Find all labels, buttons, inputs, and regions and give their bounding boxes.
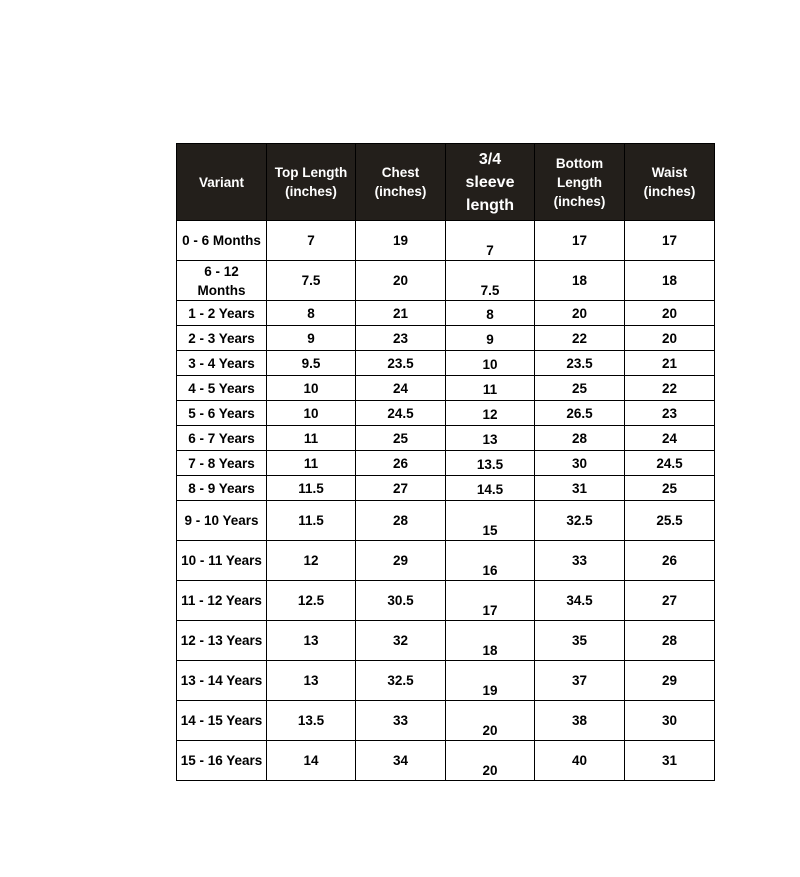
- cell-bottom-length: 18: [535, 261, 625, 301]
- table-row: [177, 541, 715, 581]
- cell-waist: 28: [625, 621, 715, 661]
- cell-waist: 27: [625, 581, 715, 621]
- cell-chest: 25: [356, 426, 446, 451]
- cell-variant: [177, 301, 267, 326]
- cell-bottom-length: 30: [535, 451, 625, 476]
- header-bottom-line-3: (inches): [553, 193, 606, 209]
- cell-sleeve-length: 15: [446, 501, 535, 541]
- cell-sleeve-length: 18: [446, 621, 535, 661]
- cell-bottom-length: 40: [535, 741, 625, 781]
- column-header-sleeve-length: [446, 144, 535, 221]
- cell-variant-line: 6 - 12: [204, 263, 239, 279]
- table-row: [177, 401, 715, 426]
- cell-sleeve-length: 13: [446, 426, 535, 451]
- cell-chest: 34: [356, 741, 446, 781]
- cell-variant: [177, 326, 267, 351]
- header-chest-line-2: (inches): [374, 184, 427, 199]
- table-row: [177, 351, 715, 376]
- cell-chest: 21: [356, 301, 446, 326]
- cell-waist: 17: [625, 221, 715, 261]
- cell-bottom-length: 37: [535, 661, 625, 701]
- table-row: [177, 581, 715, 621]
- table-row: [177, 741, 715, 781]
- cell-chest: 32.5: [356, 661, 446, 701]
- cell-variant-line: 13 - 14 Years: [180, 673, 263, 688]
- cell-top-length: 8: [267, 301, 356, 326]
- cell-waist: 20: [625, 301, 715, 326]
- cell-variant: [177, 541, 267, 581]
- cell-top-length: 10: [267, 376, 356, 401]
- cell-variant: [177, 661, 267, 701]
- cell-chest: 32: [356, 621, 446, 661]
- cell-variant-line: 0 - 6 Months: [182, 233, 261, 248]
- cell-waist: 30: [625, 701, 715, 741]
- table-row: [177, 376, 715, 401]
- cell-bottom-length: 17: [535, 221, 625, 261]
- cell-sleeve-length: 14.5: [446, 476, 535, 501]
- table-row: [177, 301, 715, 326]
- cell-variant: [177, 261, 267, 301]
- cell-chest: 27: [356, 476, 446, 501]
- cell-chest: 28: [356, 501, 446, 541]
- header-top-length-line-1: Top Length: [274, 165, 348, 180]
- cell-top-length: 11: [267, 426, 356, 451]
- cell-sleeve-length: 9: [446, 326, 535, 351]
- cell-waist: 22: [625, 376, 715, 401]
- cell-bottom-length: 26.5: [535, 401, 625, 426]
- cell-variant: [177, 741, 267, 781]
- cell-top-length: 7: [267, 221, 356, 261]
- cell-variant-line: 10 - 11 Years: [181, 553, 262, 568]
- cell-top-length: 9: [267, 326, 356, 351]
- cell-chest: 20: [356, 261, 446, 301]
- table-row: [177, 451, 715, 476]
- cell-variant: [177, 451, 267, 476]
- cell-chest: 29: [356, 541, 446, 581]
- header-sleeve-line-3: length: [466, 196, 514, 214]
- header-waist-line-1: Waist: [651, 165, 688, 180]
- cell-bottom-length: 25: [535, 376, 625, 401]
- cell-sleeve-length: 10: [446, 351, 535, 376]
- column-header-variant: [177, 144, 267, 221]
- cell-bottom-length: 22: [535, 326, 625, 351]
- cell-sleeve-length: 12: [446, 401, 535, 426]
- header-variant-text: Variant: [198, 174, 245, 190]
- cell-bottom-length: 38: [535, 701, 625, 741]
- table-row: [177, 221, 715, 261]
- cell-chest: 24: [356, 376, 446, 401]
- cell-bottom-length: 31: [535, 476, 625, 501]
- cell-chest: 23: [356, 326, 446, 351]
- header-sleeve-line-1: 3/4: [478, 150, 502, 168]
- cell-top-length: 13: [267, 621, 356, 661]
- cell-chest: 33: [356, 701, 446, 741]
- cell-sleeve-length: 20: [446, 741, 535, 781]
- cell-sleeve-length: 11: [446, 376, 535, 401]
- cell-top-length: 11.5: [267, 501, 356, 541]
- cell-variant-line: 6 - 7 Years: [188, 430, 255, 446]
- cell-top-length: 11.5: [267, 476, 356, 501]
- cell-sleeve-length: 19: [446, 661, 535, 701]
- cell-bottom-length: 23.5: [535, 351, 625, 376]
- cell-variant-line: 12 - 13 Years: [180, 633, 263, 648]
- table-row: [177, 701, 715, 741]
- cell-bottom-length: 20: [535, 301, 625, 326]
- cell-variant-line: 1 - 2 Years: [188, 305, 255, 321]
- header-waist-line-2: (inches): [643, 184, 696, 199]
- table-row: [177, 621, 715, 661]
- header-bottom-line-1: Bottom: [555, 155, 604, 171]
- table-row: [177, 326, 715, 351]
- cell-top-length: 12: [267, 541, 356, 581]
- cell-variant-line: 2 - 3 Years: [188, 330, 255, 346]
- cell-variant-line: 15 - 16 Years: [180, 753, 263, 768]
- cell-waist: 31: [625, 741, 715, 781]
- cell-chest: 30.5: [356, 581, 446, 621]
- cell-sleeve-length: 13.5: [446, 451, 535, 476]
- cell-sleeve-length: 7.5: [446, 261, 535, 301]
- cell-waist: 29: [625, 661, 715, 701]
- cell-sleeve-length: 7: [446, 221, 535, 261]
- cell-top-length: 9.5: [267, 351, 356, 376]
- cell-top-length: 14: [267, 741, 356, 781]
- cell-variant-line: 4 - 5 Years: [188, 380, 255, 396]
- cell-top-length: 13.5: [267, 701, 356, 741]
- size-chart-table: [176, 143, 715, 781]
- cell-bottom-length: 32.5: [535, 501, 625, 541]
- cell-waist: 18: [625, 261, 715, 301]
- cell-waist: 21: [625, 351, 715, 376]
- cell-waist: 25: [625, 476, 715, 501]
- table-row: [177, 261, 715, 301]
- header-bottom-line-2: Length: [557, 174, 602, 190]
- table-row: [177, 661, 715, 701]
- cell-bottom-length: 35: [535, 621, 625, 661]
- cell-waist: 26: [625, 541, 715, 581]
- cell-top-length: 7.5: [267, 261, 356, 301]
- cell-chest: 24.5: [356, 401, 446, 426]
- cell-sleeve-length: 8: [446, 301, 535, 326]
- cell-chest: 19: [356, 221, 446, 261]
- cell-variant-line: 3 - 4 Years: [188, 355, 255, 371]
- cell-variant: [177, 376, 267, 401]
- column-header-top-length: [267, 144, 356, 221]
- cell-waist: 24: [625, 426, 715, 451]
- table-row: [177, 476, 715, 501]
- cell-variant-line: Months: [197, 282, 246, 298]
- cell-bottom-length: 28: [535, 426, 625, 451]
- cell-variant: [177, 581, 267, 621]
- cell-chest: 23.5: [356, 351, 446, 376]
- cell-variant: [177, 501, 267, 541]
- table-row: [177, 426, 715, 451]
- cell-variant-line: 8 - 9 Years: [188, 480, 255, 496]
- cell-variant-line: 11 - 12 Years: [181, 593, 262, 608]
- header-chest-line-1: Chest: [381, 165, 420, 180]
- cell-waist: 24.5: [625, 451, 715, 476]
- header-top-length-line-2: (inches): [285, 184, 337, 199]
- cell-top-length: 12.5: [267, 581, 356, 621]
- cell-variant: [177, 701, 267, 741]
- cell-variant: [177, 401, 267, 426]
- cell-variant: [177, 621, 267, 661]
- cell-variant-line: 5 - 6 Years: [188, 405, 255, 421]
- cell-bottom-length: 33: [535, 541, 625, 581]
- cell-variant: [177, 351, 267, 376]
- cell-sleeve-length: 16: [446, 541, 535, 581]
- column-header-chest: [356, 144, 446, 221]
- header-row: [177, 144, 715, 221]
- cell-waist: 20: [625, 326, 715, 351]
- cell-top-length: 11: [267, 451, 356, 476]
- cell-sleeve-length: 20: [446, 701, 535, 741]
- cell-variant-line: 9 - 10 Years: [184, 513, 259, 528]
- cell-variant: [177, 476, 267, 501]
- column-header-waist: [625, 144, 715, 221]
- cell-variant-line: 7 - 8 Years: [188, 455, 255, 471]
- cell-bottom-length: 34.5: [535, 581, 625, 621]
- cell-variant: [177, 426, 267, 451]
- cell-sleeve-length: 17: [446, 581, 535, 621]
- cell-waist: 23: [625, 401, 715, 426]
- column-header-bottom-length: [535, 144, 625, 221]
- cell-chest: 26: [356, 451, 446, 476]
- table-row: [177, 501, 715, 541]
- table-body: [177, 221, 715, 781]
- cell-top-length: 13: [267, 661, 356, 701]
- cell-variant: [177, 221, 267, 261]
- cell-variant-line: 14 - 15 Years: [180, 713, 263, 728]
- header-sleeve-line-2: sleeve: [465, 173, 515, 191]
- cell-waist: 25.5: [625, 501, 715, 541]
- cell-top-length: 10: [267, 401, 356, 426]
